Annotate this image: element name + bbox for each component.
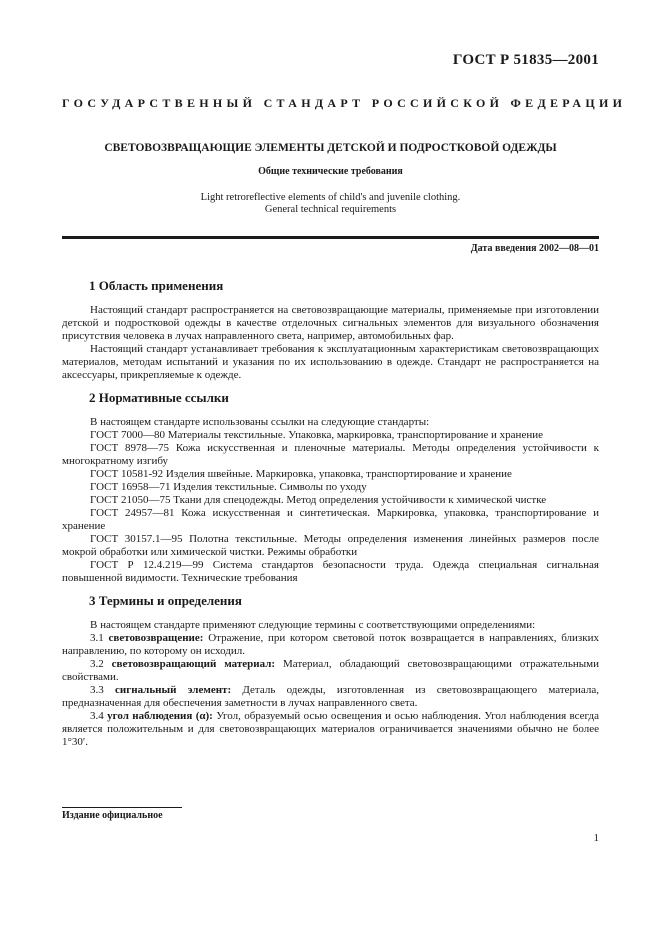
term-number: 3.3 [90, 684, 104, 696]
term-definition [62, 632, 599, 658]
reference-item: ГОСТ 10581-92 Изделия швейные. Маркировка, упаковка, транспортирование и хранение [90, 468, 512, 480]
term-number: 3.2 [90, 658, 104, 670]
section-2-heading: 2 Нормативные ссылки [89, 390, 229, 405]
term-name: световозвращение: [108, 632, 204, 644]
reference-item: ГОСТ 7000—80 Материалы текстильные. Упаковка, маркировка, транспортирование и хранение [90, 429, 543, 441]
page-number: 1 [593, 832, 599, 844]
header-rule [62, 236, 599, 239]
english-title [40, 192, 621, 216]
document-title: СВЕТОВОЗВРАЩАЮЩИЕ ЭЛЕМЕНТЫ ДЕТСКОЙ И ПОДРОСТКОВОЙ ОДЕЖДЫ [104, 142, 557, 154]
term-text: Отражение, при котором световой поток возвращается в направлениях, близких направлению, по которому он исходил. [62, 632, 600, 657]
term-text: Материал, обладающий световозвращающими отражательными свойствами. [62, 658, 600, 683]
english-title-line2: General technical requirements [264, 204, 397, 215]
footer-rule [62, 807, 182, 808]
reference-item: ГОСТ 8978—75 Кожа искусственная и пленочные материалы. Методы определения устойчивости к многократному изгибу [62, 442, 599, 467]
reference-item: ГОСТ 16958—71 Изделия текстильные. Символы по уходу [90, 481, 367, 493]
english-title-line1: Light retroreflective elements of child's and juvenile clothing. [200, 192, 461, 203]
reference-item: ГОСТ Р 12.4.219—99 Система стандартов безопасности труда. Одежда специальная сигнальная повышенной видимости. Технические требования [62, 559, 599, 584]
reference-item: ГОСТ 30157.1—95 Полотна текстильные. Методы определения изменения линейных размеров после мокрой обработки или химической чистки. Режимы обработки [62, 533, 599, 558]
paragraph: В настоящем стандарте использованы ссылки на следующие стандарты: [90, 416, 430, 428]
term-number: 3.4 [90, 710, 104, 722]
section-3-heading: 3 Термины и определения [89, 593, 242, 608]
reference-item: ГОСТ 24957—81 Кожа искусственная и синтетическая. Маркировка, упаковка, транспортирование и хранение [62, 507, 599, 532]
term-name: сигнальный элемент: [115, 684, 232, 696]
standard-number: ГОСТ Р 51835—2001 [452, 52, 599, 68]
term-definition [62, 658, 599, 684]
document-subtitle: Общие технические требования [258, 166, 403, 177]
term-definition [62, 684, 599, 710]
term-text: Угол, образуемый осью освещения и осью наблюдения. Угол наблюдения всегда является положительным и для световозвращающих материалов ограничивается значениями обычно не более 1°30′. [62, 710, 599, 748]
document-body [62, 278, 599, 749]
paragraph: Настоящий стандарт устанавливает требования к эксплуатационным характеристикам световозвращающих материалов, методам испытаний и указания по их использованию в одежде. Стандарт не распространяется на аксессуары, прикрепляемые к одежде. [62, 343, 599, 381]
term-definition [62, 710, 599, 749]
introduction-date: Дата введения 2002—08—01 [470, 243, 599, 254]
paragraph: Настоящий стандарт распространяется на световозвращающие материалы, применяемые при изготовлении детской и подростковой одежды в качестве отделочных сигнальных элементов для визуального обозначения присутствия человека в лучах направленного света, например, автомобильных фар. [62, 304, 599, 342]
official-edition-note: Издание официальное [62, 810, 163, 821]
authority-heading: ГОСУДАРСТВЕННЫЙ СТАНДАРТ РОССИЙСКОЙ ФЕДЕРАЦИИ [62, 96, 627, 110]
paragraph: В настоящем стандарте применяют следующие термины с соответствующими определениями: [90, 619, 536, 631]
term-name: угол наблюдения (α): [107, 710, 213, 722]
section-1-heading: 1 Область применения [89, 278, 224, 293]
term-number: 3.1 [90, 632, 104, 644]
term-name: световозвращающий материал: [111, 658, 276, 670]
term-text: Деталь одежды, изготовленная из световозвращающего материала, предназначенная для обеспечения заметности в лучах направленного света. [62, 684, 600, 709]
reference-item: ГОСТ 21050—75 Ткани для спецодежды. Метод определения устойчивости к химической чистке [90, 494, 547, 506]
